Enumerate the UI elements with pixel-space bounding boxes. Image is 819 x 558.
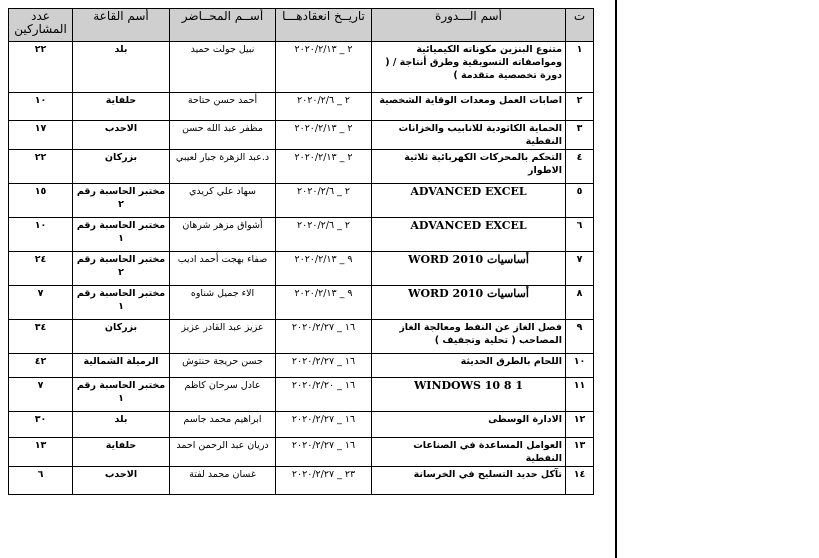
lecturer-name: مظفر عبد الله حسن: [170, 121, 276, 150]
course-date: ٢ _ ٢٠٢٠/٢/١٣: [276, 121, 372, 150]
table-row: [9, 412, 594, 438]
table-row: [9, 354, 594, 378]
room-name: بلد: [73, 412, 170, 438]
table-row: [9, 378, 594, 412]
row-index: ١١: [566, 378, 594, 412]
course-name: تآكل حديد التسليح في الخرسانة: [372, 467, 566, 495]
participants-count: ١٣: [9, 438, 73, 467]
participants-count: ١٥: [9, 184, 73, 218]
course-date: ١٦ _ ٢٠٢٠/٢/٢٧: [276, 320, 372, 354]
course-name: WINDOWS 10 8 1: [372, 378, 566, 412]
participants-count: ٦: [9, 467, 73, 495]
row-index: ١: [566, 42, 594, 93]
lecturer-name: أحمد حسن حتاحة: [170, 93, 276, 121]
participants-count: ١٠: [9, 218, 73, 252]
participants-count: ٣٤: [9, 320, 73, 354]
table-row: [9, 467, 594, 495]
lecturer-name: الاء جميل شناوه: [170, 286, 276, 320]
lecturer-name: ابراهيم محمد جاسم: [170, 412, 276, 438]
header-lecturer: أســم المحــاضر: [170, 9, 276, 42]
header-course: أسم الـــدورة: [372, 9, 566, 42]
course-date: ٩ _ ٢٠٢٠/٢/١٣: [276, 252, 372, 286]
course-date: ١٦ _ ٢٠٢٠/٢/٢٠: [276, 378, 372, 412]
header-date: تاريــخ انعقادهـــا: [276, 9, 372, 42]
row-index: ١٢: [566, 412, 594, 438]
table-row: [9, 42, 594, 93]
row-index: ١٣: [566, 438, 594, 467]
course-name: ADVANCED EXCEL: [372, 184, 566, 218]
course-date: ٢ _ ٢٠٢٠/٢/٦: [276, 184, 372, 218]
course-name: اصابات العمل ومعدات الوقاية الشخصية: [372, 93, 566, 121]
room-name: بزركان: [73, 150, 170, 184]
table-row: [9, 320, 594, 354]
course-date: ٢ _ ٢٠٢٠/٢/٦: [276, 218, 372, 252]
course-date: ٩ _ ٢٠٢٠/٢/١٣: [276, 286, 372, 320]
course-date: ٢٣ _ ٢٠٢٠/٢/٢٧: [276, 467, 372, 495]
room-name: مختبر الحاسبة رقم ١: [73, 218, 170, 252]
room-name: مختبر الحاسبة رقم ٢: [73, 184, 170, 218]
lecturer-name: نبيل جولت حميد: [170, 42, 276, 93]
participants-count: ٢٢: [9, 150, 73, 184]
lecturer-name: دريان عبد الرحمن احمد: [170, 438, 276, 467]
header-participants: عدد المشاركين: [9, 9, 73, 42]
table-row: [9, 121, 594, 150]
courses-table: [8, 8, 594, 495]
lecturer-name: أشواق مزهر شرهان: [170, 218, 276, 252]
row-index: ١٤: [566, 467, 594, 495]
room-name: مختبر الحاسبة رقم ٢: [73, 252, 170, 286]
course-date: ٢ _ ٢٠٢٠/٢/١٣: [276, 150, 372, 184]
participants-count: ٣٠: [9, 412, 73, 438]
room-name: الاحدب: [73, 467, 170, 495]
lecturer-name: غسان محمد لفتة: [170, 467, 276, 495]
course-date: ١٦ _ ٢٠٢٠/٢/٢٧: [276, 438, 372, 467]
row-index: ٨: [566, 286, 594, 320]
participants-count: ٧: [9, 378, 73, 412]
course-name: العوامل المساعدة في الصناعات النفطية: [372, 438, 566, 467]
course-name: الادارة الوسطى: [372, 412, 566, 438]
table-row: [9, 286, 594, 320]
lecturer-name: سهاد علي كريدي: [170, 184, 276, 218]
participants-count: ٤٢: [9, 354, 73, 378]
participants-count: ٢٢: [9, 42, 73, 93]
lecturer-name: حسن حريجة حنتوش: [170, 354, 276, 378]
participants-count: ٢٤: [9, 252, 73, 286]
row-index: ٦: [566, 218, 594, 252]
course-date: ١٦ _ ٢٠٢٠/٢/٢٧: [276, 354, 372, 378]
course-date: ٢ _ ٢٠٢٠/٢/١٣: [276, 42, 372, 93]
room-name: مختبر الحاسبة رقم ١: [73, 286, 170, 320]
course-name: اللحام بالطرق الحديثة: [372, 354, 566, 378]
table-row: [9, 252, 594, 286]
room-name: حلفاية: [73, 93, 170, 121]
row-index: ٤: [566, 150, 594, 184]
lecturer-name: عادل سرحان كاظم: [170, 378, 276, 412]
room-name: الرميلة الشمالية: [73, 354, 170, 378]
course-name: فصل الغاز عن النفط ومعالجة الغاز المصاحب ( تحلية وتجفيف ): [372, 320, 566, 354]
course-name: ADVANCED EXCEL: [372, 218, 566, 252]
header-room: أسم القاعة: [73, 9, 170, 42]
participants-count: ٧: [9, 286, 73, 320]
row-index: ٣: [566, 121, 594, 150]
row-index: ١٠: [566, 354, 594, 378]
table-row: [9, 184, 594, 218]
course-name: أساسيات WORD 2010: [372, 252, 566, 286]
course-date: ٢ _ ٢٠٢٠/٢/٦: [276, 93, 372, 121]
room-name: الاحدب: [73, 121, 170, 150]
header-index: ت: [566, 9, 594, 42]
lecturer-name: د.عبد الزهرة جبار لعيبي: [170, 150, 276, 184]
participants-count: ١٧: [9, 121, 73, 150]
course-name: متنوع البنزين مكوناته الكيميائية ومواصفاته التسويقية وطرق أنتاجة / ( دورة تخصصية متقدمة ): [372, 42, 566, 93]
page-edge-divider: [615, 0, 617, 558]
header-row: [9, 9, 594, 42]
table-row: [9, 438, 594, 467]
room-name: مختبر الحاسبة رقم ١: [73, 378, 170, 412]
row-index: ٩: [566, 320, 594, 354]
row-index: ٢: [566, 93, 594, 121]
course-name: أساسيات WORD 2010: [372, 286, 566, 320]
room-name: بزركان: [73, 320, 170, 354]
course-name: الحماية الكاثودية للانابيب والخزانات النفطية: [372, 121, 566, 150]
room-name: بلد: [73, 42, 170, 93]
table-row: [9, 93, 594, 121]
participants-count: ١٠: [9, 93, 73, 121]
course-name: التحكم بالمحركات الكهربائية ثلاثية الاطوار: [372, 150, 566, 184]
room-name: حلفاية: [73, 438, 170, 467]
row-index: ٥: [566, 184, 594, 218]
lecturer-name: عزيز عبد القادر عزيز: [170, 320, 276, 354]
lecturer-name: صفاء بهجت أحمد اديب: [170, 252, 276, 286]
table-row: [9, 218, 594, 252]
course-date: ١٦ _ ٢٠٢٠/٢/٢٧: [276, 412, 372, 438]
table-row: [9, 150, 594, 184]
row-index: ٧: [566, 252, 594, 286]
